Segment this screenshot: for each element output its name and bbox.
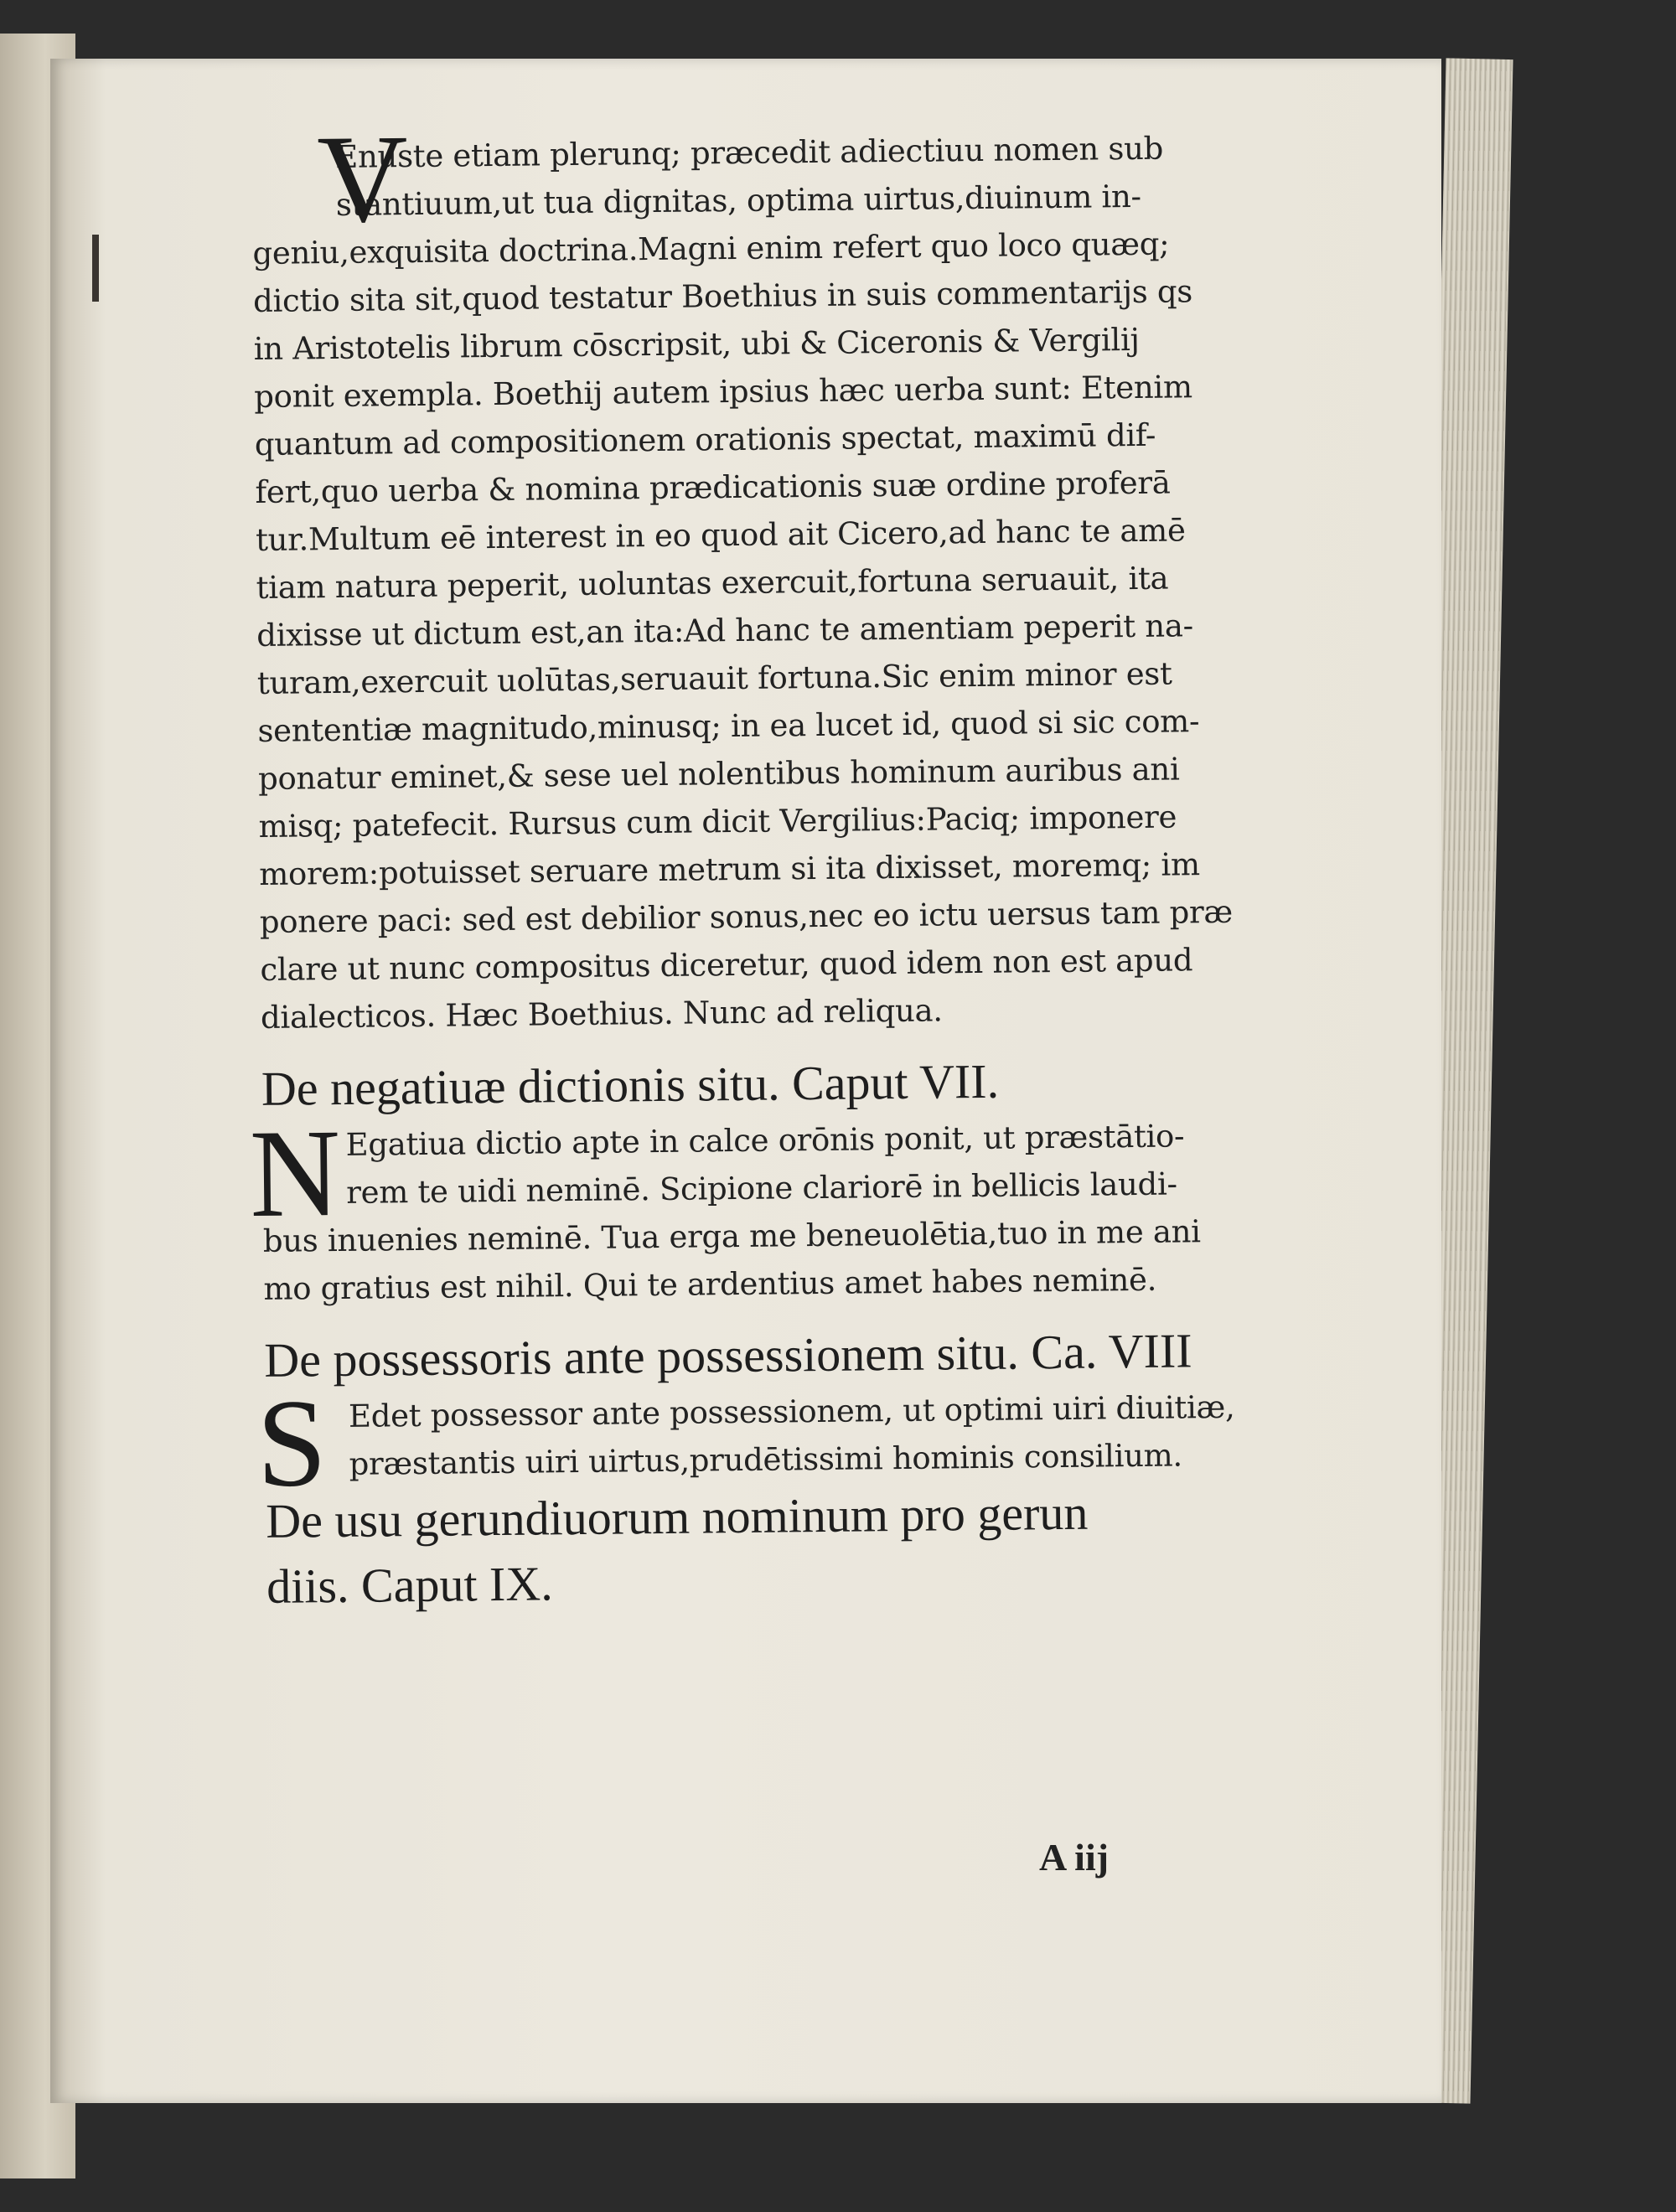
text-line: ponit exempla. Boethij autem ipsius hæc uerba sunt: Etenim (254, 369, 1192, 415)
text-line: rem te uidi neminē. Scipione clariorē in bellicis laudi- (346, 1165, 1177, 1211)
paragraph-2 (249, 1103, 1302, 1313)
text-line: morem:potuisset seruare metrum si ita dixisset, moremq; im (259, 846, 1200, 892)
text-line: Edet possessor ante possessionem, ut optimi uiri diuitiæ, (348, 1388, 1235, 1434)
text-block (249, 109, 1306, 1620)
text-line: mo gratius est nihil. Qui te ardentius amet habes neminē. (263, 1261, 1157, 1307)
text-line: ponere paci: sed est debilior sonus,nec eo ictu uersus tam præ (259, 893, 1234, 940)
chapter-heading-viii: De possessoris ante possessionem situ. Ca. VIII (263, 1323, 1192, 1388)
chapter-heading-ix-cont: diis. Caput IX. (266, 1556, 554, 1614)
text-line: præstantis uiri uirtus,prudētissimi hominis consilium. (349, 1437, 1183, 1482)
signature-mark: A iij (1039, 1836, 1110, 1879)
text-line: quantum ad compositionem orationis spectat, maximū dif- (254, 416, 1156, 463)
paragraph-3 (256, 1373, 1305, 1514)
text-line: dictio sita sit,quod testatur Boethius in suis commentarijs qs (252, 273, 1193, 319)
chapter-heading-ix: De usu gerundiuorum nominum pro gerun (265, 1485, 1089, 1548)
chapter-heading-vii: De negatiuæ dictionis situ. Caput VII. (261, 1053, 1000, 1116)
text-line: in Aristotelis librum cōscripsit, ubi & Ciceronis & Vergilij (253, 321, 1140, 367)
text-line: geniu,exquisita doctrina.Magni enim refert quo loco quæq; (252, 225, 1170, 271)
drop-cap-v: V (316, 109, 409, 250)
text-line: bus inuenies neminē. Tua erga me beneuolētia,tuo in me ani (262, 1213, 1201, 1259)
margin-mark (92, 235, 99, 302)
text-line: tiam natura peperit, uoluntas exercuit,fortuna seruauit, ita (256, 560, 1169, 606)
text-line: sententiæ magnitudo,minusq; in ea lucet id, quod si sic com- (257, 703, 1200, 749)
text-line: fert,quo uerba & nomina prædicationis suæ ordine proferā (255, 464, 1171, 510)
text-line: clare ut nunc compositus diceretur, quod idem non est apud (260, 942, 1193, 988)
text-line: tur.Multum eē interest in eo quod ait Cicero,ad hanc te amē (255, 512, 1186, 558)
drop-cap-s: S (256, 1373, 328, 1514)
text-line: dialecticos. Hæc Boethius. Nunc ad reliqua. (260, 992, 943, 1036)
paragraph-1 (251, 109, 1300, 1041)
text-line: dixisse ut dictum est,an ita:Ad hanc te amentiam peperit na- (256, 607, 1194, 654)
text-line: stantiuum,ut tua dignitas, optima uirtus,diuinum in- (335, 178, 1141, 223)
text-line: misq; patefecit. Rursus cum dicit Vergilius:Paciq; imponere (258, 798, 1177, 845)
text-line: Egatiua dictio apte in calce orōnis ponit, ut præstātio- (345, 1118, 1185, 1163)
drop-cap-n: N (249, 1103, 342, 1244)
text-line: turam,exercuit uolūtas,seruauit fortuna.Sic enim minor est (256, 655, 1172, 701)
text-line: Enuste etiam plerunq; præcedit adiectiuu nomen sub (335, 130, 1164, 175)
text-line: ponatur eminet,& sese uel nolentibus hominum auribus ani (257, 751, 1180, 797)
